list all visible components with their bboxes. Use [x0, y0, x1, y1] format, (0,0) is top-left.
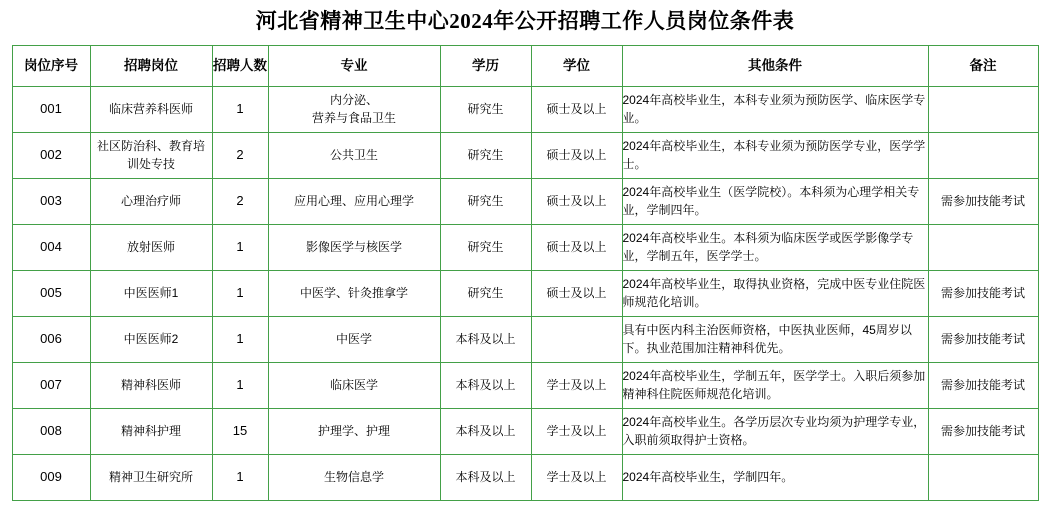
- cell-major: 中医学、针灸推拿学: [268, 271, 440, 317]
- cell-degree: 学士及以上: [531, 363, 622, 409]
- cell-post: 心理治疗师: [90, 179, 212, 225]
- cell-degree: [531, 317, 622, 363]
- cell-major: 中医学: [268, 317, 440, 363]
- cell-education: 研究生: [440, 225, 531, 271]
- cell-num: 2: [212, 179, 268, 225]
- cell-seq: 002: [12, 133, 90, 179]
- cell-education: 研究生: [440, 133, 531, 179]
- cell-major-line1: 内分泌、: [329, 93, 378, 108]
- cell-education: 研究生: [440, 179, 531, 225]
- cell-major: 生物信息学: [268, 455, 440, 501]
- cell-seq: 009: [12, 455, 90, 501]
- table-header: [12, 46, 1038, 87]
- cell-remark: 需参加技能考试: [928, 317, 1038, 363]
- table-row: [12, 363, 1038, 409]
- cell-seq: 003: [12, 179, 90, 225]
- table-body: [12, 87, 1038, 501]
- cell-education: 本科及以上: [440, 363, 531, 409]
- cell-major: 应用心理、应用心理学: [268, 179, 440, 225]
- table-row: [12, 409, 1038, 455]
- cell-num: 15: [212, 409, 268, 455]
- cell-seq: 006: [12, 317, 90, 363]
- recruitment-table: [12, 45, 1039, 501]
- cell-num: 1: [212, 363, 268, 409]
- cell-other: 2024年高校毕业生，本科专业须为预防医学专业，医学学士。: [622, 133, 928, 179]
- cell-other: 2024年高校毕业生（医学院校）。本科须为心理学相关专业，学制四年。: [622, 179, 928, 225]
- cell-education: 本科及以上: [440, 455, 531, 501]
- cell-degree: 学士及以上: [531, 455, 622, 501]
- cell-degree: 硕士及以上: [531, 133, 622, 179]
- cell-post: 中医医师2: [90, 317, 212, 363]
- cell-remark: 需参加技能考试: [928, 179, 1038, 225]
- column-header-remark: 备注: [928, 46, 1038, 87]
- cell-degree: 硕士及以上: [531, 179, 622, 225]
- table-header-row: [12, 46, 1038, 87]
- cell-num: 1: [212, 87, 268, 133]
- cell-num: 1: [212, 271, 268, 317]
- cell-education: 研究生: [440, 271, 531, 317]
- table-row: [12, 87, 1038, 133]
- cell-remark: 需参加技能考试: [928, 363, 1038, 409]
- cell-num: 1: [212, 225, 268, 271]
- cell-post: 中医医师1: [90, 271, 212, 317]
- cell-num: 1: [212, 317, 268, 363]
- cell-post-line1: 社区防治科、教育培: [96, 139, 205, 154]
- cell-remark: [928, 133, 1038, 179]
- cell-seq: 004: [12, 225, 90, 271]
- cell-remark: [928, 87, 1038, 133]
- cell-post: [90, 133, 212, 179]
- cell-education: 研究生: [440, 87, 531, 133]
- cell-num: 2: [212, 133, 268, 179]
- cell-num: 1: [212, 455, 268, 501]
- cell-remark: [928, 225, 1038, 271]
- column-header-post: 招聘岗位: [90, 46, 212, 87]
- cell-major: [268, 87, 440, 133]
- cell-seq: 005: [12, 271, 90, 317]
- cell-other: 2024年高校毕业生。各学历层次专业均须为护理学专业，入职前须取得护士资格。: [622, 409, 928, 455]
- column-header-seq: 岗位序号: [12, 46, 90, 87]
- column-header-num: 招聘人数: [212, 46, 268, 87]
- cell-major: 临床医学: [268, 363, 440, 409]
- cell-degree: 学士及以上: [531, 409, 622, 455]
- cell-education: 本科及以上: [440, 317, 531, 363]
- cell-degree: 硕士及以上: [531, 87, 622, 133]
- cell-degree: 硕士及以上: [531, 271, 622, 317]
- cell-other: 2024年高校毕业生。本科须为临床医学或医学影像学专业，学制五年，医学学士。: [622, 225, 928, 271]
- cell-other: 2024年高校毕业生，取得执业资格，完成中医专业住院医师规范化培训。: [622, 271, 928, 317]
- cell-seq: 007: [12, 363, 90, 409]
- cell-other: 2024年高校毕业生，本科专业须为预防医学、临床医学专业。: [622, 87, 928, 133]
- cell-other: 具有中医内科主治医师资格，中医执业医师，45周岁以下。执业范围加注精神科优先。: [622, 317, 928, 363]
- cell-major-line2: 营养与食品卫生: [311, 110, 396, 125]
- cell-remark: 需参加技能考试: [928, 409, 1038, 455]
- cell-remark: 需参加技能考试: [928, 271, 1038, 317]
- table-row: [12, 271, 1038, 317]
- cell-degree: 硕士及以上: [531, 225, 622, 271]
- table-row: [12, 455, 1038, 501]
- cell-other: 2024年高校毕业生，学制五年，医学学士。入职后须参加精神科住院医师规范化培训。: [622, 363, 928, 409]
- column-header-major: 专业: [268, 46, 440, 87]
- cell-major: 公共卫生: [268, 133, 440, 179]
- table-row: [12, 133, 1038, 179]
- table-row: [12, 317, 1038, 363]
- cell-post: 临床营养科医师: [90, 87, 212, 133]
- page-title: 河北省精神卫生中心2024年公开招聘工作人员岗位条件表: [255, 9, 795, 33]
- cell-post: 放射医师: [90, 225, 212, 271]
- cell-seq: 008: [12, 409, 90, 455]
- cell-major: 护理学、护理: [268, 409, 440, 455]
- cell-post-line2: 训处专技: [126, 156, 175, 171]
- cell-post: 精神科护理: [90, 409, 212, 455]
- cell-education: 本科及以上: [440, 409, 531, 455]
- column-header-degree: 学位: [531, 46, 622, 87]
- cell-seq: 001: [12, 87, 90, 133]
- column-header-education: 学历: [440, 46, 531, 87]
- table-row: [12, 225, 1038, 271]
- cell-major: 影像医学与核医学: [268, 225, 440, 271]
- table-row: [12, 179, 1038, 225]
- cell-other: 2024年高校毕业生，学制四年。: [622, 455, 928, 501]
- column-header-other: 其他条件: [622, 46, 928, 87]
- cell-post: 精神科医师: [90, 363, 212, 409]
- cell-post: 精神卫生研究所: [90, 455, 212, 501]
- cell-remark: [928, 455, 1038, 501]
